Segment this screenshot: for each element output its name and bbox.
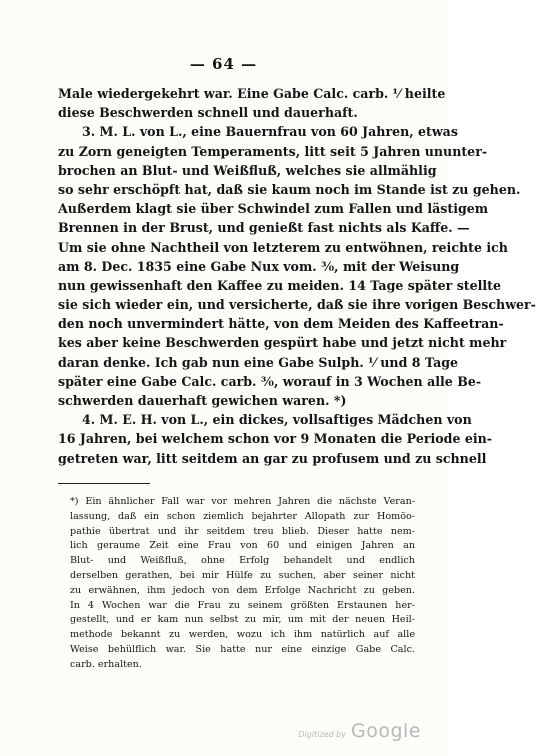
body-line: brochen an Blut- und Weißfluß, welches sie allmählig [58,162,437,178]
footnote-divider [58,483,150,484]
watermark-caption: Digitized by [298,730,346,739]
footnote-line: gestellt, und er kam nun selbst zu mir, um mit der neuen Heil- [70,614,415,626]
body-line: sie sich wieder ein, und versicherte, daß sie ihre vorigen Beschwer- [58,297,536,313]
footnote-line: Weise behülflich war. Sie hatte nur eine einzige Gabe Calc. [70,643,415,655]
footnote-line: lich geraume Zeit eine Frau von 60 und einigen Jahren an [70,540,415,552]
body-text [58,84,536,468]
footnote [58,495,415,673]
body-line: kes aber keine Beschwerden gespürt habe und jetzt nicht mehr [58,335,507,351]
body-line: schwerden dauerhaft gewichen waren. *) [58,393,347,408]
body-line: 16 Jahren, bei welchem schon vor 9 Monaten die Periode ein- [58,431,493,447]
body-line: am 8. Dec. 1835 eine Gabe Nux vom. ³⁄₀, mit der Weisung [58,258,460,274]
footnote-line: zu erwähnen, ihm jedoch von dem Erfolge Nachricht zu geben. [70,584,415,596]
body-line: zu Zorn geneigten Temperaments, litt seit 5 Jahren ununter- [58,143,488,159]
body-line: Um sie ohne Nachtheil von letzterem zu entwöhnen, reichte ich [58,239,508,255]
body-line: so sehr erschöpft hat, daß sie kaum noch im Stande ist zu gehen. [58,181,521,197]
footnote-line: lassung, daß ein schon ziemlich bejahrter Allopath zur Homöo- [70,510,415,522]
google-watermark [298,720,421,742]
footnote-line: Blut- und Weißfluß, ohne Erfolg behandelt und endlich [70,555,415,567]
body-line: Außerdem klagt sie über Schwindel zum Fallen und lästigem [58,201,489,217]
google-logo: Google [350,720,421,742]
footnote-line: *) Ein ähnlicher Fall war vor mehren Jahren die nächste Veran- [70,496,415,507]
body-line: 3. M. L. von L., eine Bauernfrau von 60 Jahren, etwas [82,124,458,140]
body-line: daran denke. Ich gab nun eine Gabe Sulph. ⅟ und 8 Tage [58,354,459,370]
footnote-line: derselben gerathen, bei mir Hülfe zu suchen, aber seiner nicht [70,569,415,581]
body-line: 4. M. E. H. von L., ein dickes, vollsaftiges Mädchen von [82,412,472,428]
body-line: den noch unvermindert hätte, von dem Meiden des Kaffeetran- [58,316,504,332]
footnote-line: methode bekannt zu werden, wozu ich ihm natürlich auf alle [70,629,415,641]
body-line: später eine Gabe Calc. carb. ³⁄₀, worauf in 3 Wochen alle Be- [58,373,482,389]
body-line: getreten war, litt seitdem an gar zu profusem und zu schnell [58,450,487,466]
body-line: nun gewissenhaft den Kaffee zu meiden. 14 Tage später stellte [58,277,502,293]
body-line: diese Beschwerden schnell und dauerhaft. [58,105,358,121]
body-line: Male wiedergekehrt war. Eine Gabe Calc. carb. ⅟ heilte [58,86,446,101]
page-number: — 64 — [189,55,258,73]
footnote-line: carb. erhalten. [70,658,142,670]
footnote-line: In 4 Wochen war die Frau zu seinem größten Erstaunen her- [70,599,415,611]
body-line: Brennen in der Brust, und genießt fast nichts als Kaffe. — [58,220,470,236]
footnote-line: pathie übertrat und ihr seitdem treu blieb. Dieser hatte nem- [70,525,415,537]
